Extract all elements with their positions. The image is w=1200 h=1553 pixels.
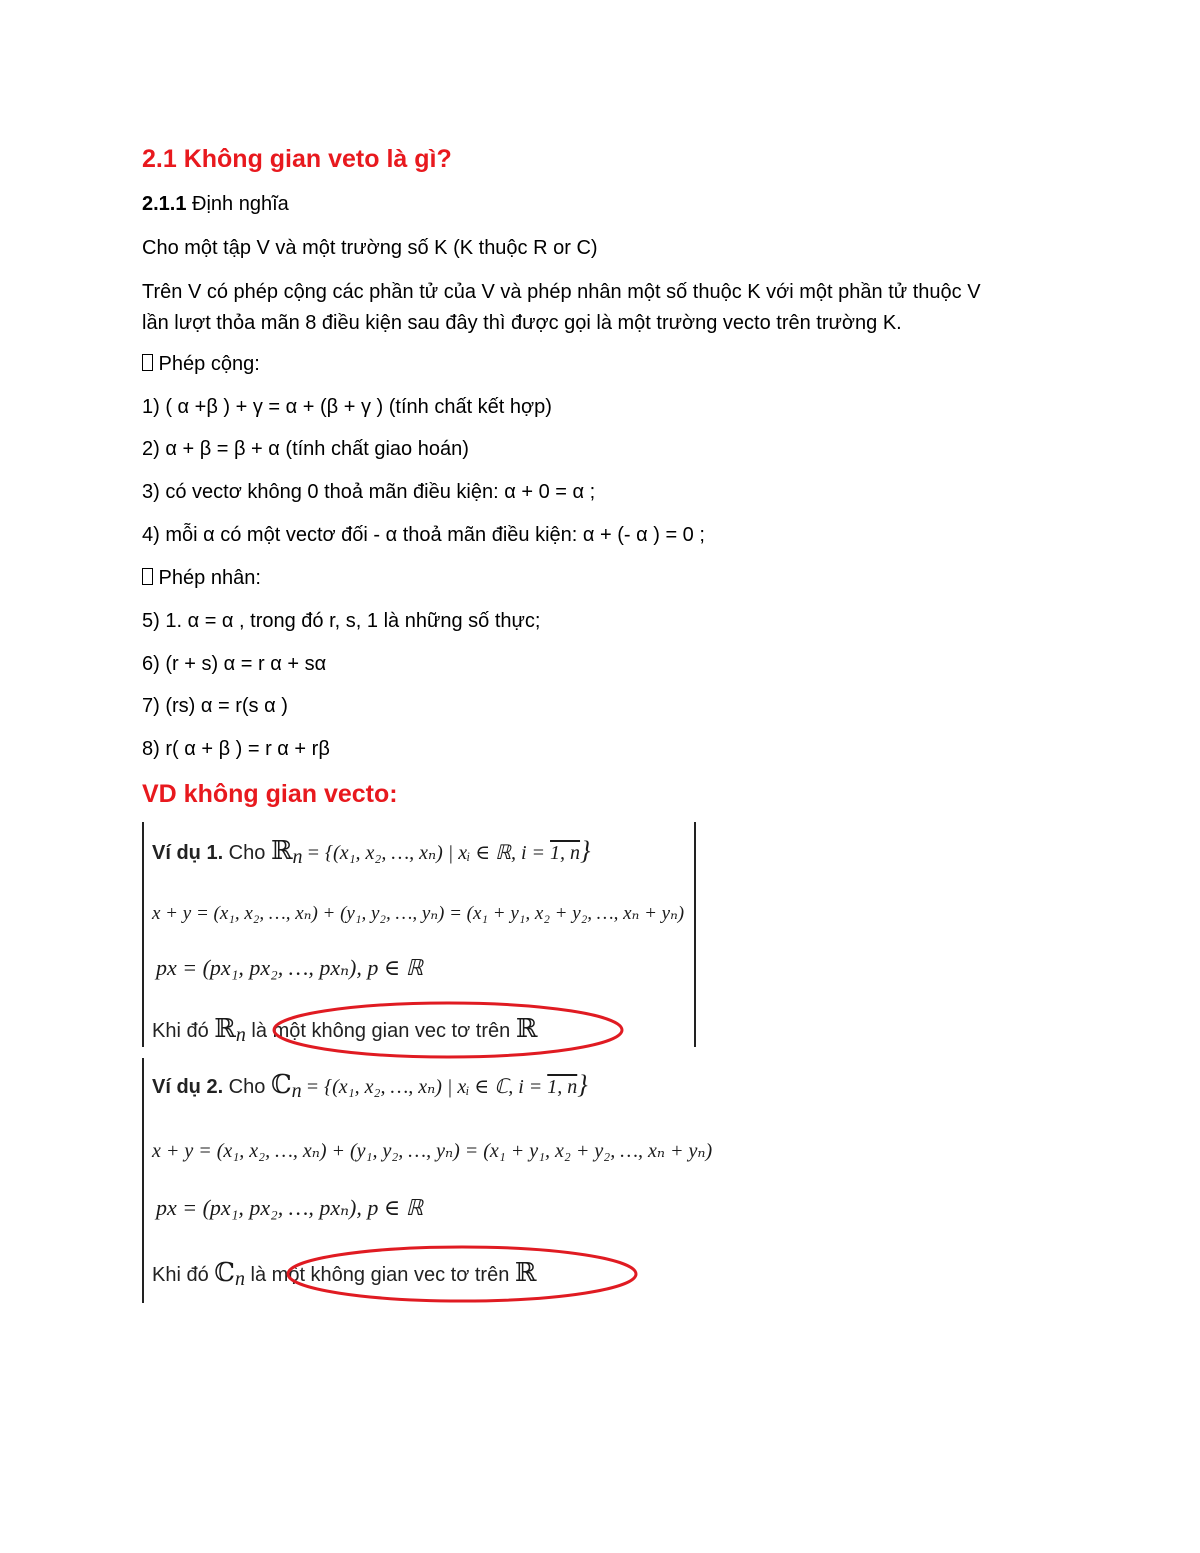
- example-1-highlighted-text: một không gian vec tơ trên: [272, 1020, 516, 1042]
- example-2-label: Ví dụ 2.: [152, 1076, 224, 1098]
- index-range: 1, n: [547, 1076, 578, 1098]
- intro-text: Cho một tập V và một trường số K (K thuộc R or C): [142, 237, 598, 259]
- example-1-label: Ví dụ 1.: [152, 842, 224, 864]
- section-title: 2.1 Không gian veto là gì?: [142, 145, 452, 173]
- rule-4: 4) mỗi α có một vectơ đối - α thoả mãn điều kiện: α + (- α ) = 0 ;: [142, 524, 705, 546]
- rule-6: 6) (r + s) α = r α + sα: [142, 653, 327, 675]
- example-2-conclusion: Khi đó ℂ$_n$ là một không gian vec tơ trên ℝ: [152, 1258, 537, 1291]
- example-1-definition: Ví dụ 1. Cho ℝ$_n$ = {(x₁, x₂, …, xₙ) | xᵢ ∈ ℝ, i = 1, n}: [152, 836, 591, 869]
- rule-3: 3) có vectơ không 0 thoả mãn điều kiện: α + 0 = α ;: [142, 481, 596, 503]
- example-1-highlight-oval: [272, 1000, 624, 1060]
- real-set-symbol: ℝ: [270, 836, 293, 866]
- complex-set-symbol: ℂ: [270, 1070, 292, 1100]
- subsection-label: Định nghĩa: [186, 193, 289, 215]
- example-2-scalar: px = (px₁, px₂, …, pxₙ), p ∈ ℝ: [156, 1195, 424, 1220]
- missing-glyph-icon: [142, 354, 153, 371]
- example-2-highlighted-text: một không gian vec tơ trên: [271, 1264, 515, 1286]
- rule-8: 8) r( α + β ) = r α + rβ: [142, 738, 330, 760]
- multiplication-heading: Phép nhân:: [142, 566, 261, 590]
- subsection-title: [142, 193, 289, 216]
- description-line-2: lần lượt thỏa mãn 8 điều kiện sau đây thì được gọi là một trường vecto trên trường K.: [142, 312, 902, 334]
- example-2-definition: Ví dụ 2. Cho ℂ$_n$ = {(x₁, x₂, …, xₙ) | xᵢ ∈ ℂ, i = 1, n}: [152, 1070, 588, 1103]
- example-1-conclusion: Khi đó ℝ$_n$ là một không gian vec tơ trên ℝ: [152, 1014, 538, 1047]
- subsection-number: 2.1.1: [142, 193, 187, 215]
- index-range: 1, n: [550, 842, 581, 864]
- set-builder: = {(x₁, x₂, …, xₙ) | xᵢ ∈ ℝ, i =: [306, 842, 551, 864]
- description-line-1: Trên V có phép cộng các phần tử của V và phép nhân một số thuộc K với một phần tử thuộc V: [142, 281, 981, 303]
- example-2-sum: x + y = (x₁, x₂, …, xₙ) + (y₁, y₂, …, yₙ) = (x₁ + y₁, x₂ + y₂, …, xₙ + yₙ): [152, 1140, 713, 1162]
- example-1-sum: x + y = (x₁, x₂, …, xₙ) + (y₁, y₂, …, yₙ) = (x₁ + y₁, x₂ + y₂, …, xₙ + yₙ): [152, 903, 685, 924]
- example-2-figure: [142, 1058, 734, 1303]
- addition-heading: Phép cộng:: [142, 352, 260, 376]
- rule-1: 1) ( α +β ) + γ = α + (β + γ ) (tính chất kết hợp): [142, 396, 552, 418]
- example-1-scalar: px = (px₁, px₂, …, pxₙ), p ∈ ℝ: [156, 955, 424, 980]
- rule-5: 5) 1. α = α , trong đó r, s, 1 là những số thực;: [142, 610, 541, 632]
- example-1-figure: [142, 822, 696, 1047]
- example-2-highlight-oval: [286, 1244, 638, 1304]
- rule-2: 2) α + β = β + α (tính chất giao hoán): [142, 438, 469, 460]
- set-builder: = {(x₁, x₂, …, xₙ) | xᵢ ∈ ℂ, i =: [305, 1076, 548, 1098]
- rule-7: 7) (rs) α = r(s α ): [142, 695, 288, 717]
- examples-heading: VD không gian vecto:: [142, 780, 398, 808]
- missing-glyph-icon: [142, 568, 153, 585]
